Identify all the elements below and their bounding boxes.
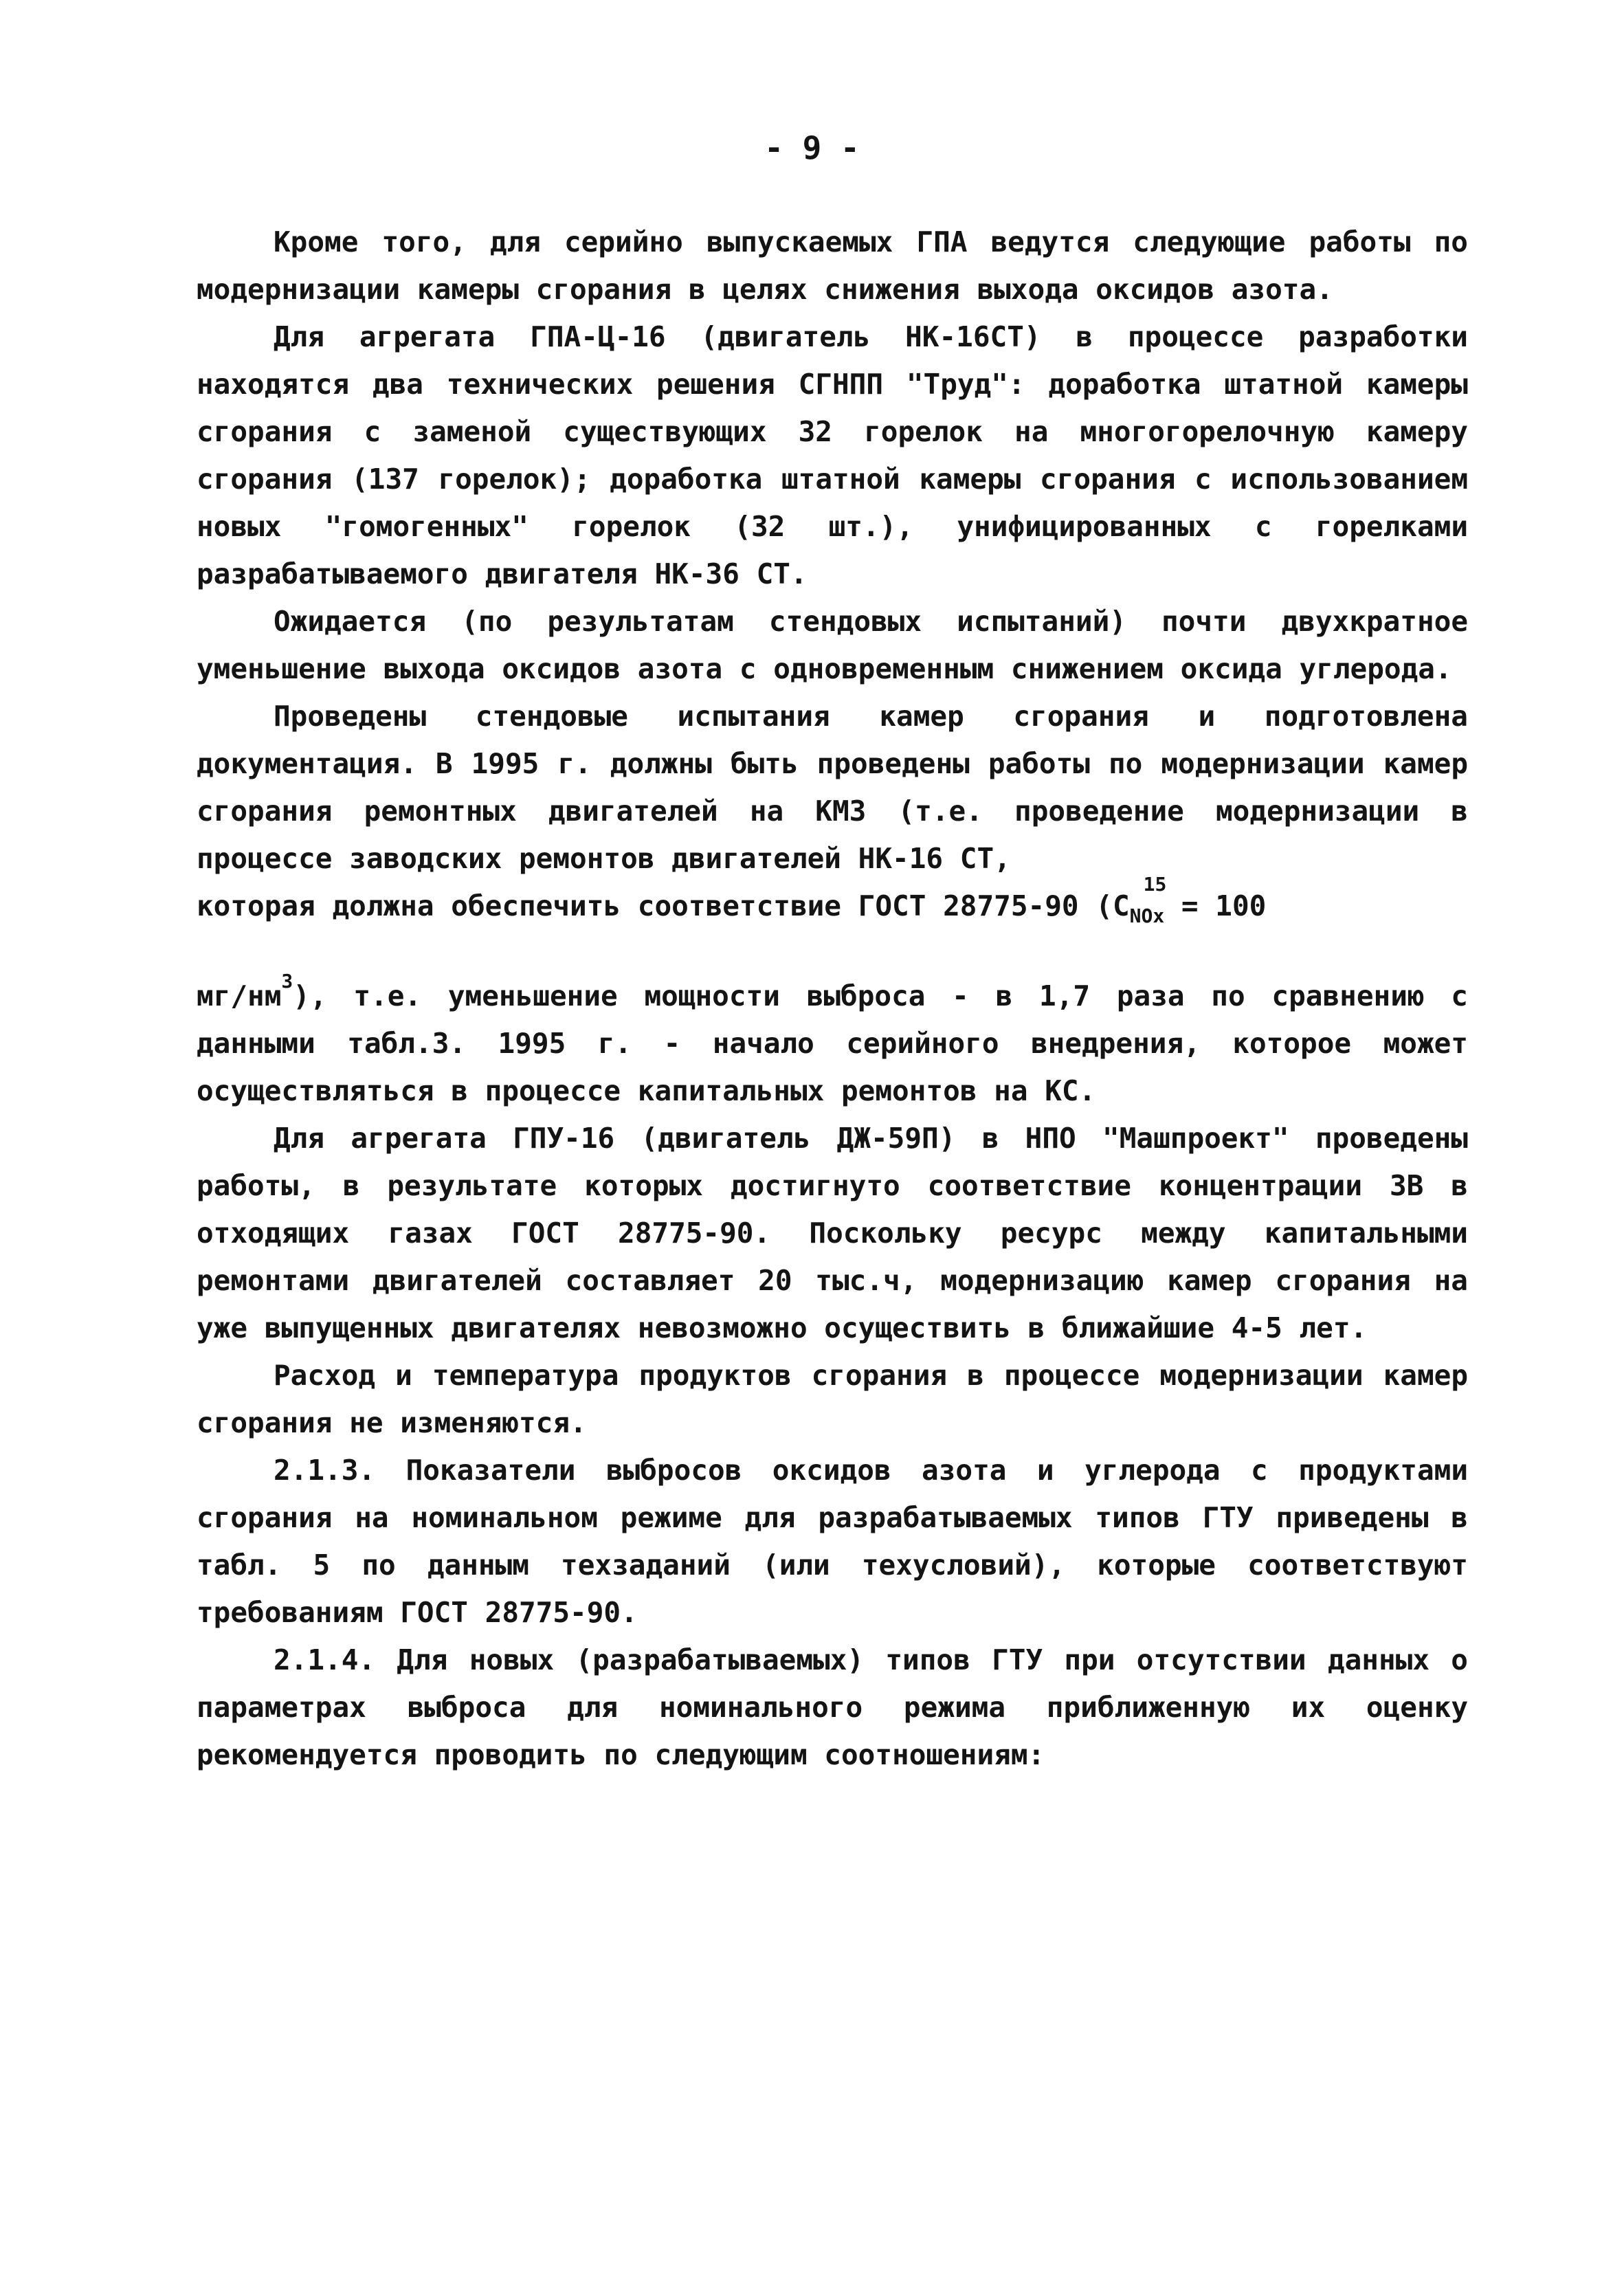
paragraph-6: Для агрегата ГПУ-16 (двигатель ДЖ-59П) в НПО "Машпроект" проведены работы, в результате которых достигнуто соответствие концентрации ЗВ в отходящих газах ГОСТ 28775-90. Поскольку ресурс между капитальными ремонтами двигателей составляет 20 тыс.ч, модернизацию камер сгорания на уже выпущенных двигателях невозможно осуществить в ближайшие 4-5 лет.: [197, 1122, 1468, 1344]
paragraph-2: Для агрегата ГПА-Ц-16 (двигатель НК-16СТ) в процессе разработки находятся два технических решения СГНПП "Труд": доработка штатной камеры сгорания с заменой существующих 32 горелок на многогорелочную камеру сгорания (137 горелок); доработка штатной камеры сгорания с использованием новых "гомогенных" горелок (32 шт.), унифицированных с горелками разрабатываемого двигателя НК-36 СТ.: [197, 320, 1468, 590]
formula-subscript: NOx: [1129, 905, 1165, 927]
paragraph-8: 2.1.3. Показатели выбросов оксидов азота и углерода с продуктами сгорания на номинальном режиме для разрабатываемых типов ГТУ приведены в табл. 5 по данным техзаданий (или техусловий), которые соответствуют требованиям ГОСТ 28775-90.: [197, 1454, 1468, 1629]
paragraph-5-text: ), т.е. уменьшение мощности выброса - в 1,7 раза по сравнению с данными табл.3. 1995 г. - начало серийного внедрения, которое может осуществляться в процессе капитальных ремонтов на КС.: [197, 979, 1468, 1107]
formula-text-before: которая должна обеспечить соответствие ГОСТ 28775-90 (C: [197, 889, 1130, 922]
paragraph-3: Ожидается (по результатам стендовых испытаний) почти двухкратное уменьшение выхода оксидов азота с одновременным снижением оксида углерода.: [197, 605, 1468, 685]
paragraph-5: [197, 957, 1468, 1115]
formula-text-after: = 100: [1164, 889, 1267, 922]
body-text: [197, 219, 1468, 1779]
paragraph-7: Расход и температура продуктов сгорания в процессе модернизации камер сгорания не изменяются.: [197, 1359, 1468, 1439]
formula-superscript: 15: [1143, 873, 1167, 896]
paragraph-9: 2.1.4. Для новых (разрабатываемых) типов ГТУ при отсутствии данных о параметрах выброса для номинального режима приближенную их оценку рекомендуется проводить по следующим соотношениям:: [197, 1643, 1468, 1771]
paragraph-1: Кроме того, для серийно выпускаемых ГПА ведутся следующие работы по модернизации камеры сгорания в целях снижения выхода оксидов азота.: [197, 225, 1468, 306]
paragraph-4: Проведены стендовые испытания камер сгорания и подготовлена документация. В 1995 г. должны быть проведены работы по модернизации камер сгорания ремонтных двигателей на КМЗ (т.е. проведение модернизации в процессе заводских ремонтов двигателей НК-16 СТ,: [197, 700, 1468, 875]
unit-superscript: 3: [281, 970, 293, 993]
formula-line: [197, 873, 1468, 940]
unit-text: мг/нм: [197, 979, 282, 1012]
page-number: - 9 -: [764, 129, 860, 166]
formula-symbol: [1129, 873, 1167, 940]
